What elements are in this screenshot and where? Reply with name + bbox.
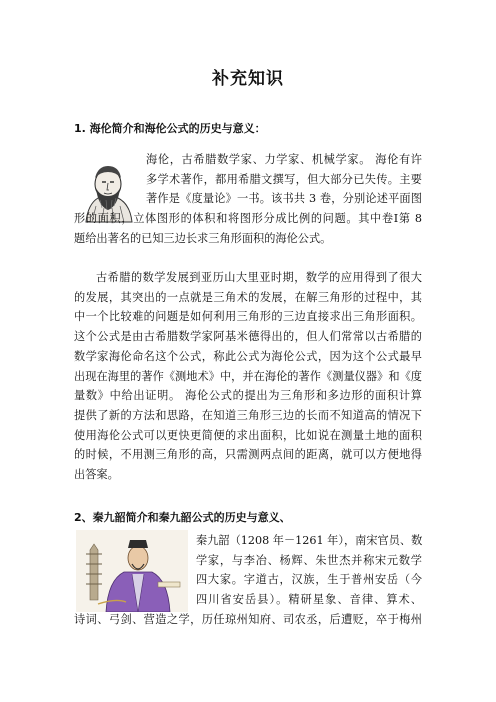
text-line: 的时候，不用测三角形的高，只需测两点间的距离，就可以方便地得 xyxy=(74,448,422,462)
text-line: 出现在海里的著作《测地术》中，并在海伦的著作《测量仪器》和《度 xyxy=(74,369,422,383)
text-line: 诗词、弓剑、营造之学，历任琼州知府、司农丞，后遭贬，卒于梅州 xyxy=(74,613,422,626)
page-title: 补充知识 xyxy=(212,69,284,89)
section-2-intro-full xyxy=(74,610,422,630)
text-line: 提供了新的方法和思路，在知道三角形三边的长而不知道高的情况下 xyxy=(74,408,422,422)
qin-jiushao-portrait xyxy=(76,530,188,612)
text-line: 的发展，其突出的一点就是三角术的发展，在解三角形的过程中，其 xyxy=(74,290,422,304)
text-line: 古希腊的数学发展到亚历山大里亚时期，数学的应用得到了很大 xyxy=(96,271,422,284)
text-line: 这个公式是由古希腊数学家阿基米德得出的，但人们常常以古希腊的 xyxy=(74,330,422,344)
text-line: 数学家海伦命名这个公式，称此公式为海伦公式，因为这个公式最早 xyxy=(74,349,422,363)
text-line: 中一个比较难的问题是如何利用三角形的三边直接求出三角形面积。 xyxy=(74,310,422,324)
text-line: 秦九韶（1208 年－1261 年），南宋官员、数 xyxy=(196,534,423,547)
text-line: 海伦，古希腊数学家、力学家、机械学家。 海伦有许 xyxy=(146,153,422,166)
section-1-intro-full xyxy=(74,209,422,248)
text-line: 学家，与李冶、杨辉、朱世杰并称宋元数学 xyxy=(196,553,422,567)
section-2-heading: 2、秦九韶简介和秦九韶公式的历史与意义、 xyxy=(74,511,291,524)
section-2-intro-beside xyxy=(196,531,422,610)
section-1-history-paragraph xyxy=(74,268,422,485)
text-line: 四大家。字道古，汉族，生于普州安岳（今 xyxy=(196,573,422,587)
text-line: 出答案。 xyxy=(74,468,119,482)
section-1-intro-beside xyxy=(146,150,422,209)
text-line: 著作是《度量论》一书。该书共 3 卷，分别论述平面图 xyxy=(146,192,422,206)
text-line: 使用海伦公式可以更快更简便的求出面积，比如说在测量土地的面积 xyxy=(74,428,422,442)
text-line: 量数》中给出证明。 海伦公式的提出为三角形和多边形的面积计算 xyxy=(74,389,422,403)
section-1-heading: 1. 海伦简介和海伦公式的历史与意义： xyxy=(74,122,266,135)
text-line: 题给出著名的已知三边长求三角形面积的海伦公式。 xyxy=(74,231,332,245)
text-line: 形的面积，立体图形的体积和将图形分成比例的问题。其中卷Ⅰ第 8 xyxy=(74,212,422,225)
text-line: 四川省安岳县）。精研星象、音律、算术、 xyxy=(196,593,422,607)
text-line: 多学术著作，都用希腊文撰写，但大部分已失传。主要 xyxy=(146,172,422,186)
